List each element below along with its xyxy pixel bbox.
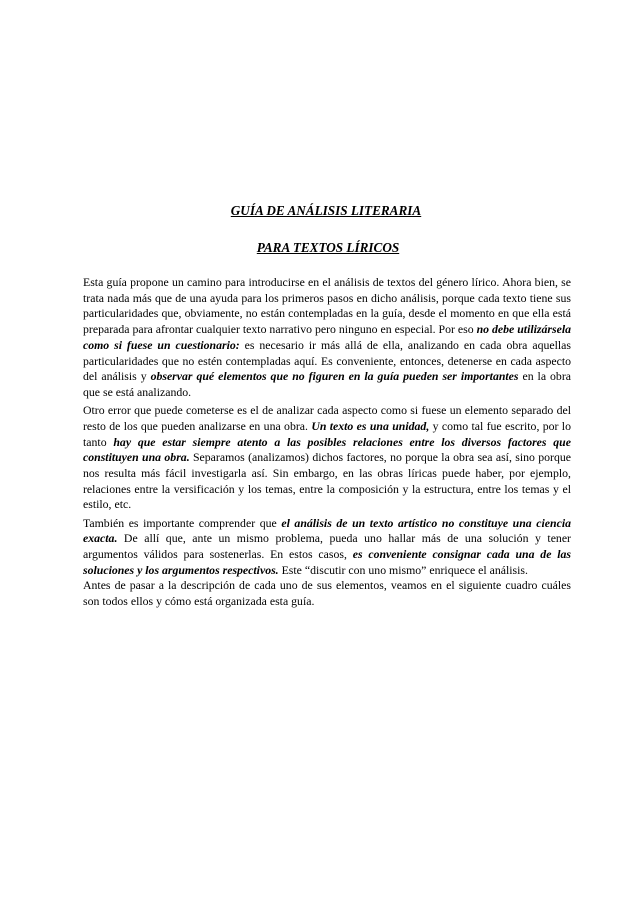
text-segment: en la obra que se está analizando. [83, 369, 571, 399]
body-text [83, 275, 571, 612]
document-title: GUÍA DE ANÁLISIS LITERARIA [230, 203, 422, 218]
text-segment: También es importante comprender que [83, 515, 282, 530]
paragraph-not-exact-science [83, 516, 571, 579]
text-segment: Este “discutir con uno mismo” enriquece el análisis. [278, 562, 528, 577]
text-segment: Antes de pasar a la descripción de cada uno de sus elementos, veamos en el siguiente cuadro cuáles son todos ellos y cómo está organizada esta guía. [83, 578, 571, 609]
text-segment: y como tal fue escrito, por lo tanto [83, 418, 571, 449]
text-segment: es necesario ir más allá de ella, analizando en cada obra aquellas particularidades que no estén contempladas aquí. Es conveniente, entonces, detenerse en cada aspecto del análisis y [83, 337, 571, 384]
emphasis-segment: Un texto es una unidad, [311, 418, 430, 433]
paragraph-unity [83, 403, 571, 513]
emphasis-segment: no debe utilizársela como si fuese un cuestionario: [83, 322, 571, 352]
text-segment: Otro error que puede cometerse es el de analizar cada aspecto como si fuese un elemento separado del resto de los que pueden analizarse en una obra. [83, 403, 571, 433]
text-segment: Esta guía propone un camino para introducirse en el análisis de textos del género lírico. Ahora bien, se trata nada más que de una ayuda para los primeros pasos en dicho análisis, porque cada texto tiene sus particularidades que, obviamente, no están contempladas en la guía, desde el momento en que ella está preparada para afrontar cualquier texto narrativo pero ninguno en especial. Por eso [83, 275, 571, 337]
emphasis-segment: observar qué elementos que no figuren en la guía pueden ser importantes [150, 369, 519, 384]
text-segment: Separamos (analizamos) dichos factores, no porque la obra sea así, sino porque nos resulta más fácil investigarla así. Sin embargo, en las obras líricas puede haber, por ejemplo, relaciones entre la versificación y los temas, entre la composición y la estructura, entre los temas y el estilo, etc. [83, 450, 571, 512]
document-subtitle: PARA TEXTOS LÍRICOS [256, 240, 400, 255]
emphasis-segment: es conveniente consignar cada una de las soluciones y los argumentos respectivos. [83, 546, 571, 577]
paragraph-overview [83, 578, 571, 609]
emphasis-segment: el análisis de un texto artístico no constituye una ciencia exacta. [83, 515, 571, 546]
paragraph-intro [83, 275, 571, 401]
text-segment: De allí que, ante un mismo problema, pueda uno hallar más de una solución y tener argumentos válidos para sostenerlas. En estos casos, [83, 531, 571, 561]
emphasis-segment: hay que estar siempre atento a las posibles relaciones entre los diversos factores que constituyen una obra. [83, 434, 571, 465]
